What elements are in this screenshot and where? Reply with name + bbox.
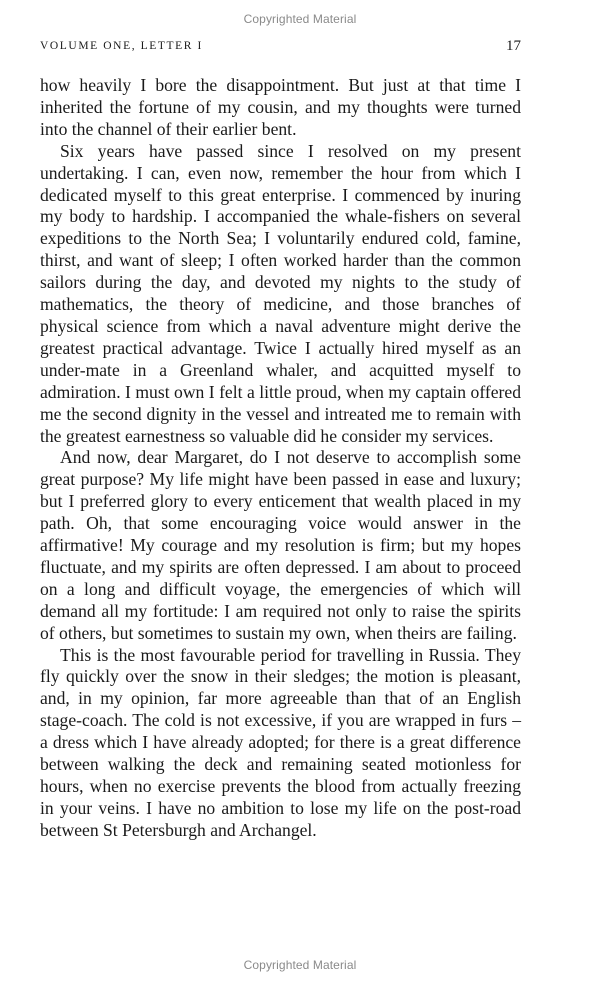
paragraph: Six years have passed since I resolved on my present undertaking. I can, even now, remember the hour from which I dedicated myself to this great enterprise. I commenced by inuring my body to hardship. I accompanied the whale-fishers on several expeditions to the North Sea; I voluntarily endured cold, famine, thirst, and want of sleep; I often worked harder than the common sailors during the day, and devoted my nights to the study of mathematics, the theory of medicine, and those branches of physical science from which a naval adventure might derive the greatest practical advantage. Twice I actually hired myself as an under-mate in a Greenland whaler, and acquitted myself to admiration. I must own I felt a little proud, when my captain offered me the second dignity in the vessel and intreated me to remain with the greatest earnestness so valuable did he consider my services.	[40, 140, 521, 446]
running-head	[40, 40, 521, 60]
paragraph: This is the most favourable period for travelling in Russia. They fly quickly over the snow in their sledges; the motion is pleasant, and, in my opinion, far more agreeable than that of an English stage-coach. The cold is not excessive, if you are wrapped in furs – a dress which I have already adopted; for there is a great difference between walking the deck and remaining seated motionless for hours, when no exercise prevents the blood from actually freezing in your veins. I have no ambition to lose my life on the post-road between St Petersburgh and Archangel.	[40, 644, 521, 840]
copyright-watermark-top: Copyrighted Material	[243, 12, 357, 26]
paragraph-continued: how heavily I bore the disappointment. But just at that time I inherited the fortune of my cousin, and my thoughts were turned into the channel of their earlier bent.	[40, 75, 521, 139]
page-number: 17	[506, 38, 521, 54]
copyright-watermark-bottom: Copyrighted Material	[243, 958, 357, 972]
body-text	[40, 75, 521, 842]
paragraph: And now, dear Margaret, do I not deserve to accomplish some great purpose? My life might have been passed in ease and luxury; but I preferred glory to every enticement that wealth placed in my path. Oh, that some encouraging voice would answer in the affirmative! My courage and my resolution is firm; but my hopes fluctuate, and my spirits are often depressed. I am about to proceed on a long and difficult voyage, the emergencies of which will demand all my fortitude: I am required not only to raise the spirits of others, but sometimes to sustain my own, when theirs are failing.	[40, 447, 521, 643]
running-head-section: VOLUME ONE, LETTER I	[40, 40, 203, 52]
